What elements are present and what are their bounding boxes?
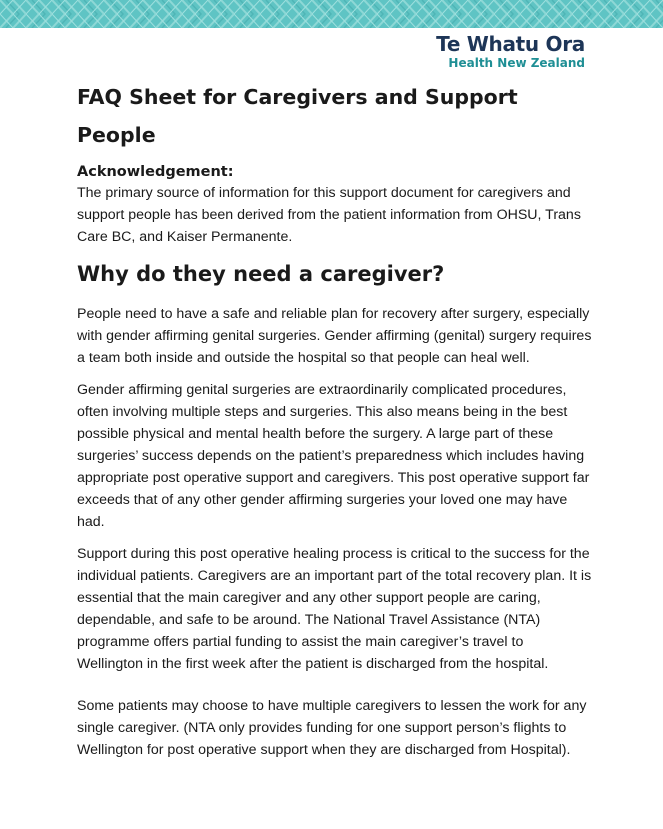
document-body: [77, 78, 592, 761]
organization-name: Te Whatu Ora: [436, 32, 585, 56]
paragraph: Gender affirming genital surgeries are extraordinarily complicated procedures, often involving multiple steps and surgeries. This also means being in the best possible physical and mental health before the surgery. A large part of these surgeries’ success depends on the patient’s preparedness which includes having appropriate post operative support and caregivers. This post operative support far exceeds that of any other gender affirming surgeries your loved one may have had.: [77, 382, 590, 530]
paragraph: Some patients may choose to have multiple caregivers to lessen the work for any single caregiver. (NTA only provides funding for one support person’s flights to Wellington for post operative support when they are discharged from Hospital).: [77, 698, 587, 758]
document-title: FAQ Sheet for Caregivers and Support People: [77, 85, 518, 147]
paragraph: Support during this post operative healing process is critical to the success for the individual patients. Caregivers are an important part of the total recovery plan. It is essential that the main caregiver and any other support people are caring, dependable, and safe to be around. The National Travel Assistance (NTA) programme offers partial funding to assist the main caregiver’s travel to Wellington in the first week after the patient is discharged from the hospital.: [77, 546, 592, 672]
acknowledgement-text: The primary source of information for this support document for caregivers and support people has been derived from the patient information from OHSU, Trans Care BC, and Kaiser Permanente.: [77, 185, 581, 245]
pattern-decoration: [0, 0, 663, 28]
organization-subtitle: Health New Zealand: [448, 56, 585, 70]
paragraph: People need to have a safe and reliable plan for recovery after surgery, especially with gender affirming genital surgeries. Gender affirming (genital) surgery requires a team both inside and outside the hospital so that people can heal well.: [77, 306, 592, 366]
section-heading: Why do they need a caregiver?: [77, 262, 445, 286]
header-banner: [0, 0, 663, 28]
acknowledgement-heading: Acknowledgement:: [77, 164, 234, 180]
organization-logo: [436, 32, 585, 70]
